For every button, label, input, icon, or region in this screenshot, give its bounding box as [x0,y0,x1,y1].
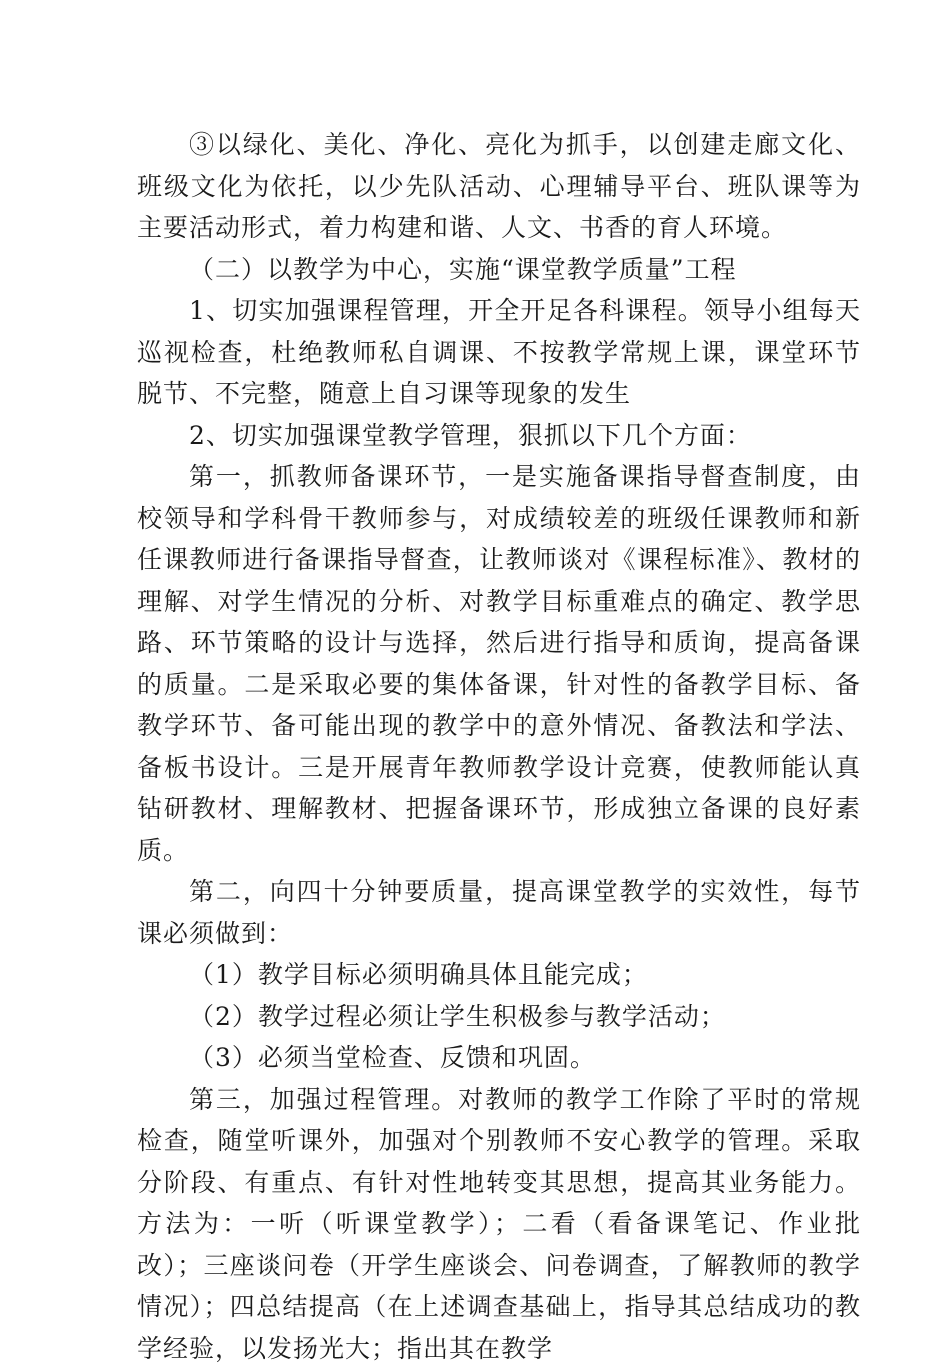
paragraph-environment: ③以绿化、美化、净化、亮化为抓手，以创建走廊文化、班级文化为依托，以少先队活动、心理辅导平台、班队课等为主要活动形式，着力构建和谐、人文、书香的育人环境。 [137,124,861,249]
paragraph-lesson-preparation: 第一，抓教师备课环节，一是实施备课指导督查制度，由校领导和学科骨干教师参与，对成绩较差的班级任课教师和新任课教师进行备课指导督查，让教师谈对《课程标准》、教材的理解、对学生情况的分析、对教学目标重难点的确定、教学思路、环节策略的设计与选择，然后进行指导和质询，提高备课的质量。二是采取必要的集体备课，针对性的备教学目标、备教学环节、备可能出现的教学中的意外情况、备教法和学法、备板书设计。三是开展青年教师教学设计竞赛，使教师能认真钻研教材、理解教材、把握备课环节，形成独立备课的良好素质。 [137,456,861,871]
paragraph-course-management: 1、切实加强课程管理，开全开足各科课程。领导小组每天巡视检查，杜绝教师私自调课、不按教学常规上课，课堂环节脱节、不完整，随意上自习课等现象的发生 [137,290,861,415]
paragraph-process-management: 第三，加强过程管理。对教师的教学工作除了平时的常规检查，随堂听课外，加强对个别教师不安心教学的管理。采取分阶段、有重点、有针对性地转变其思想，提高其业务能力。方法为：一听（听课堂教学）；二看（看备课笔记、作业批改）；三座谈问卷（开学生座谈会、问卷调查，了解教师的教学情况）；四总结提高（在上述调查基础上，指导其总结成功的教学经验，以发扬光大；指出其在教学 [137,1079,861,1369]
list-item-feedback: （3）必须当堂检查、反馈和巩固。 [137,1037,861,1079]
document-body [137,124,861,1369]
list-item-participation: （2）教学过程必须让学生积极参与教学活动； [137,996,861,1038]
list-item-objectives: （1）教学目标必须明确具体且能完成； [137,954,861,996]
paragraph-classroom-management: 2、切实加强课堂教学管理，狠抓以下几个方面： [137,415,861,457]
section-heading-teaching-quality: （二）以教学为中心，实施“课堂教学质量”工程 [137,249,861,291]
paragraph-forty-minutes: 第二，向四十分钟要质量，提高课堂教学的实效性，每节课必须做到： [137,871,861,954]
